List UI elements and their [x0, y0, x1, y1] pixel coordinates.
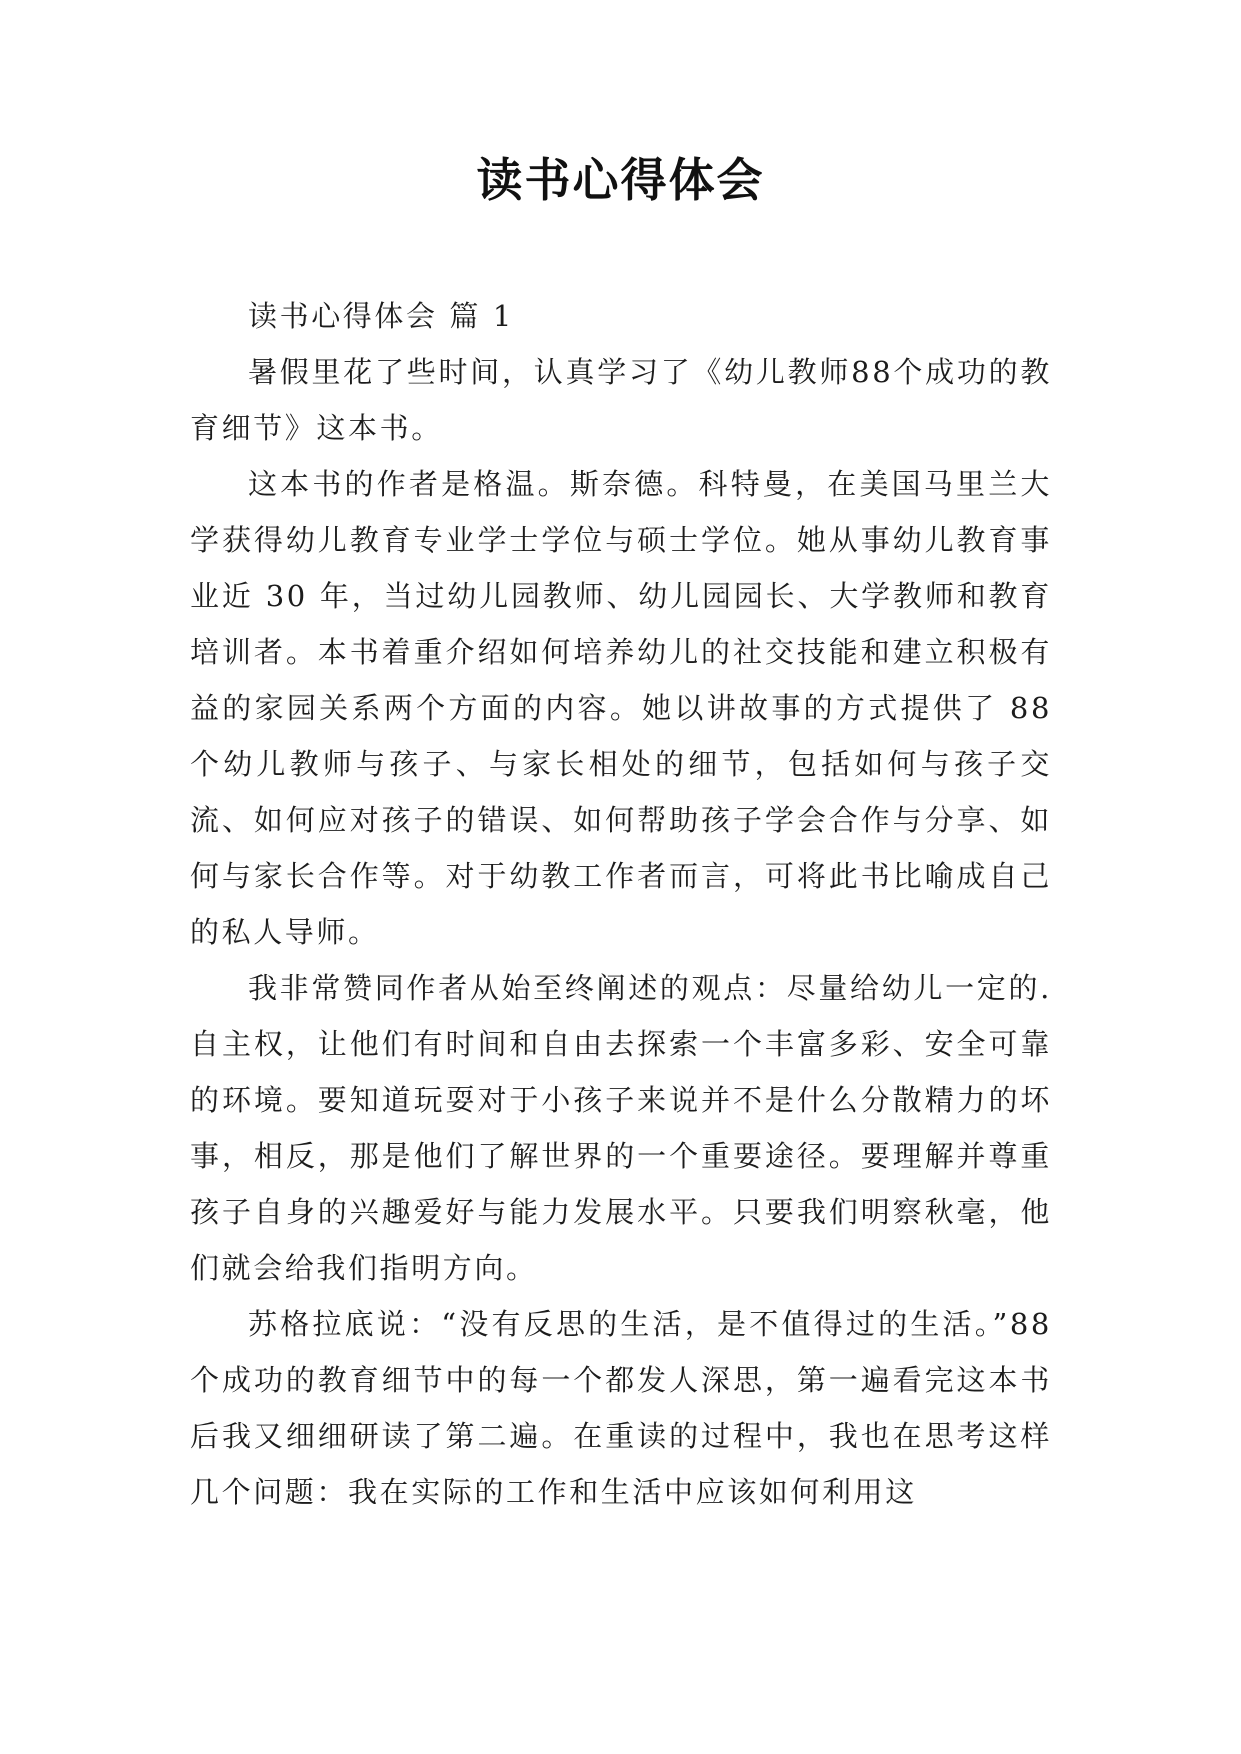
paragraph-1: 暑假里花了些时间，认真学习了《幼儿教师88个成功的教育细节》这本书。 — [190, 355, 1052, 445]
document-title: 读书心得体会 — [476, 153, 765, 207]
section-heading: 读书心得体会 篇 1 — [248, 299, 514, 333]
paragraph-3: 我非常赞同作者从始至终阐述的观点：尽量给幼儿一定的.自主权，让他们有时间和自由去探索一个丰富多彩、安全可靠的环境。要知道玩耍对于小孩子来说并不是什么分散精力的坏事，相反，那是他们了解世界的一个重要途径。要理解并尊重孩子自身的兴趣爱好与能力发展水平。只要我们明察秋毫，他们就会给我们指明方向。 — [190, 971, 1052, 1285]
paragraph-2: 这本书的作者是格温。斯奈德。科特曼，在美国马里兰大学获得幼儿教育专业学士学位与硕士学位。她从事幼儿教育事业近 30 年，当过幼儿园教师、幼儿园园长、大学教师和教育培训者。本书着重介绍如何培养幼儿的社交技能和建立积极有益的家园关系两个方面的内容。她以讲故事的方式提供了 88 个幼儿教师与孩子、与家长相处的细节，包括如何与孩子交流、如何应对孩子的错误、如何帮助孩子学会合作与分享、如何与家长合作等。对于幼教工作者而言，可将此书比喻成自己的私人导师。 — [190, 467, 1052, 949]
paragraph-4: 苏格拉底说：“没有反思的生活，是不值得过的生活。”88 个成功的教育细节中的每一个都发人深思，第一遍看完这本书后我又细细研读了第二遍。在重读的过程中，我也在思考这样几个问题：我在实际的工作和生活中应该如何利用这 — [190, 1307, 1052, 1509]
document-body — [190, 288, 1052, 1520]
